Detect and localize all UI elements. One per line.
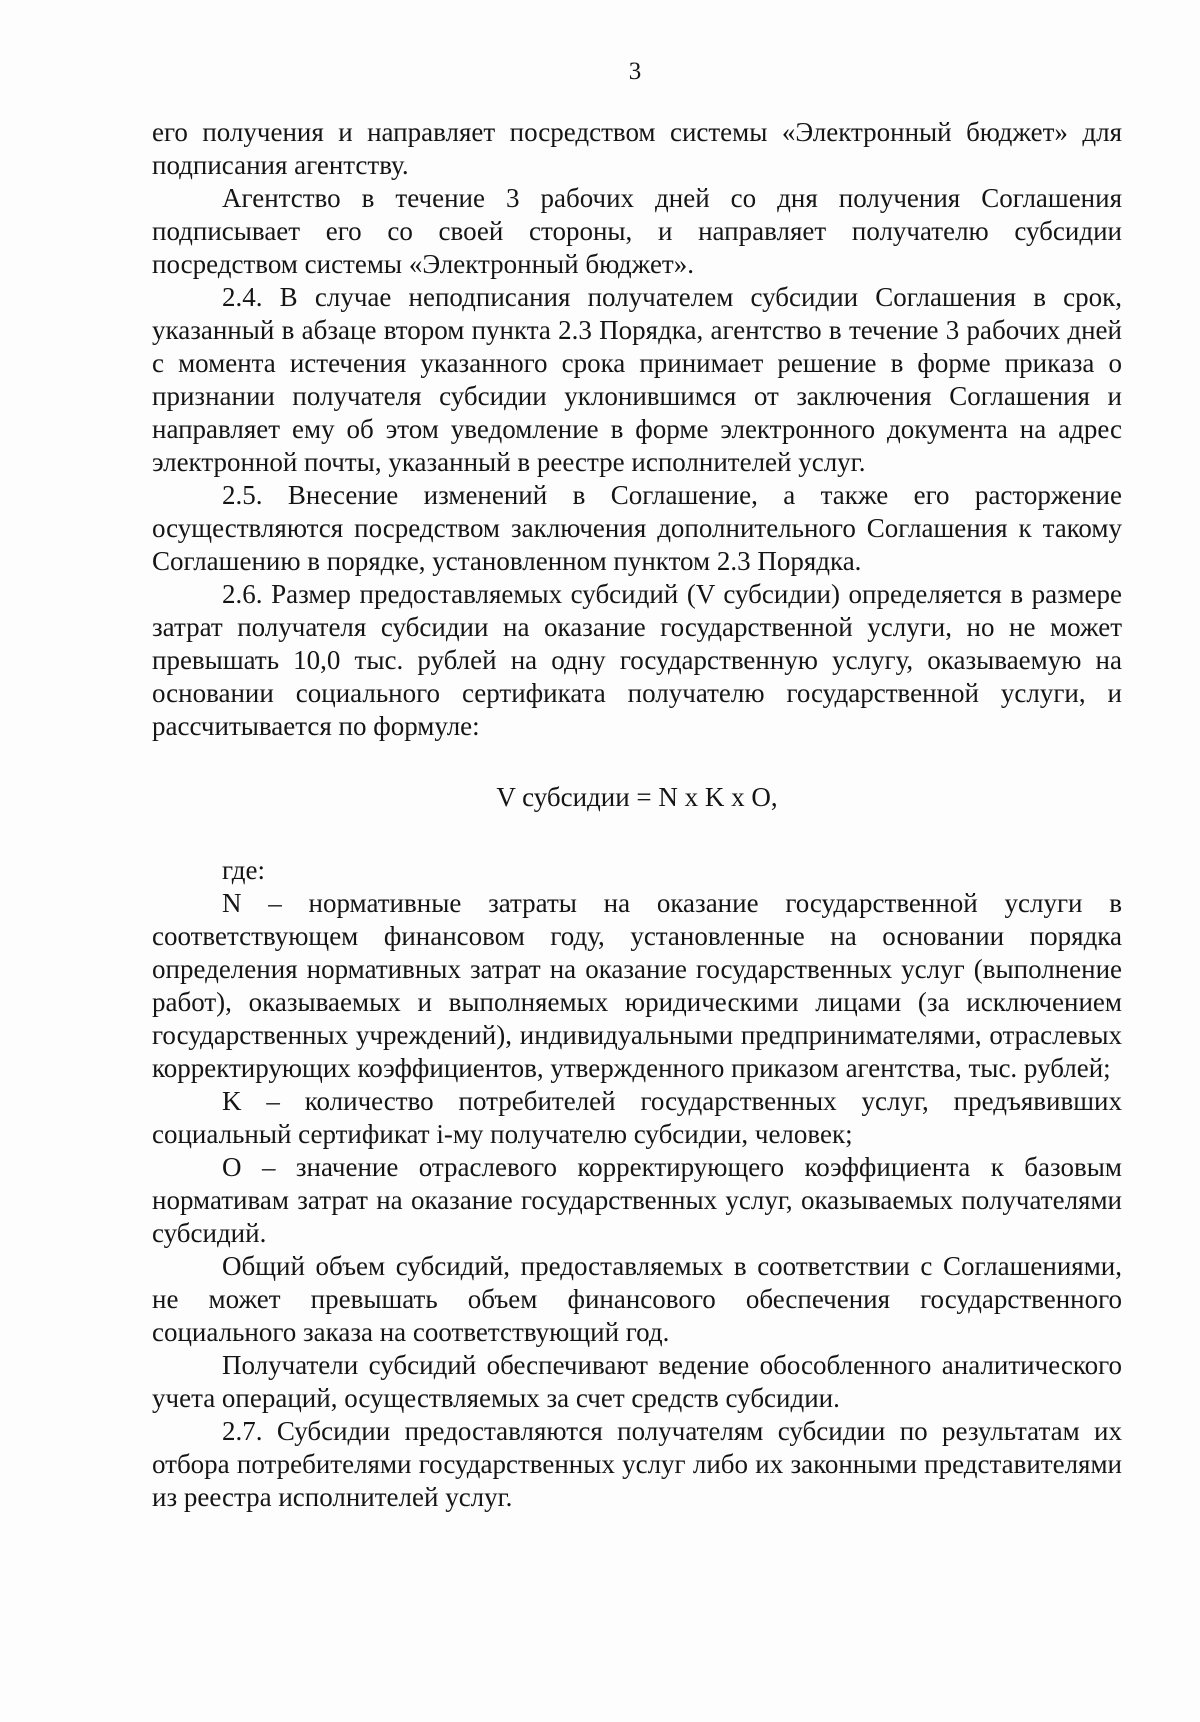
paragraph-2-5: 2.5. Внесение изменений в Соглашение, а также его расторжение осуществляются посредством заключения дополнительного Соглашения к такому Соглашению в порядке, установленном пунктом 2.3 Порядка. bbox=[152, 480, 1122, 576]
definition-k: K – количество потребителей государственных услуг, предъявивших социальный сертификат i-му получателю субсидии, человек; bbox=[152, 1086, 1122, 1149]
paragraph-total-volume: Общий объем субсидий, предоставляемых в соответствии с Соглашениями, не может превышать объем финансового обеспечения государственного социального заказа на соответствующий год. bbox=[152, 1251, 1122, 1347]
document-body bbox=[152, 116, 1122, 1514]
paragraph-2-6: 2.6. Размер предоставляемых субсидий (V субсидии) определяется в размере затрат получателя субсидии на оказание государственной услуги, но не может превышать 10,0 тыс. рублей на одну государственную услугу, оказываемую на основании социального сертификата получателю государственной услуги, и рассчитывается по формуле: bbox=[152, 579, 1122, 741]
subsidy-formula: V субсидии = N x K x O, bbox=[496, 782, 778, 812]
page-number: 3 bbox=[628, 58, 642, 85]
definition-n: N – нормативные затраты на оказание государственной услуги в соответствующем финансовом году, установленные на основании порядка определения нормативных затрат на оказание государственных услуг (выполнение работ), оказываемых и выполняемых юридическими лицами (за исключением государственных учреждений), индивидуальными предпринимателями, отраслевых корректирующих коэффициентов, утвержденного приказом агентства, тыс. рублей; bbox=[152, 888, 1122, 1083]
definition-o: O – значение отраслевого корректирующего коэффициента к базовым нормативам затрат на оказание государственных услуг, оказываемых получателями субсидий. bbox=[152, 1152, 1122, 1248]
paragraph-2-7: 2.7. Субсидии предоставляются получателям субсидии по результатам их отбора потребителями государственных услуг либо их законными представителями из реестра исполнителей услуг. bbox=[152, 1416, 1122, 1512]
paragraph-accounting: Получатели субсидий обеспечивают ведение обособленного аналитического учета операций, осуществляемых за счет средств субсидии. bbox=[152, 1350, 1122, 1413]
paragraph-where: где: bbox=[222, 855, 265, 885]
paragraph-agency-signing: Агентство в течение 3 рабочих дней со дня получения Соглашения подписывает его со своей стороны, и направляет получателю субсидии посредством системы «Электронный бюджет». bbox=[152, 183, 1122, 279]
paragraph-2-4: 2.4. В случае неподписания получателем субсидии Соглашения в срок, указанный в абзаце втором пункта 2.3 Порядка, агентство в течение 3 рабочих дней с момента истечения указанного срока принимает решение в форме приказа о признании получателя субсидии уклонившимся от заключения Соглашения и направляет ему об этом уведомление в форме электронного документа на адрес электронной почты, указанный в реестре исполнителей услуг. bbox=[152, 282, 1122, 477]
paragraph-continuation: его получения и направляет посредством системы «Электронный бюджет» для подписания агентству. bbox=[152, 117, 1122, 180]
